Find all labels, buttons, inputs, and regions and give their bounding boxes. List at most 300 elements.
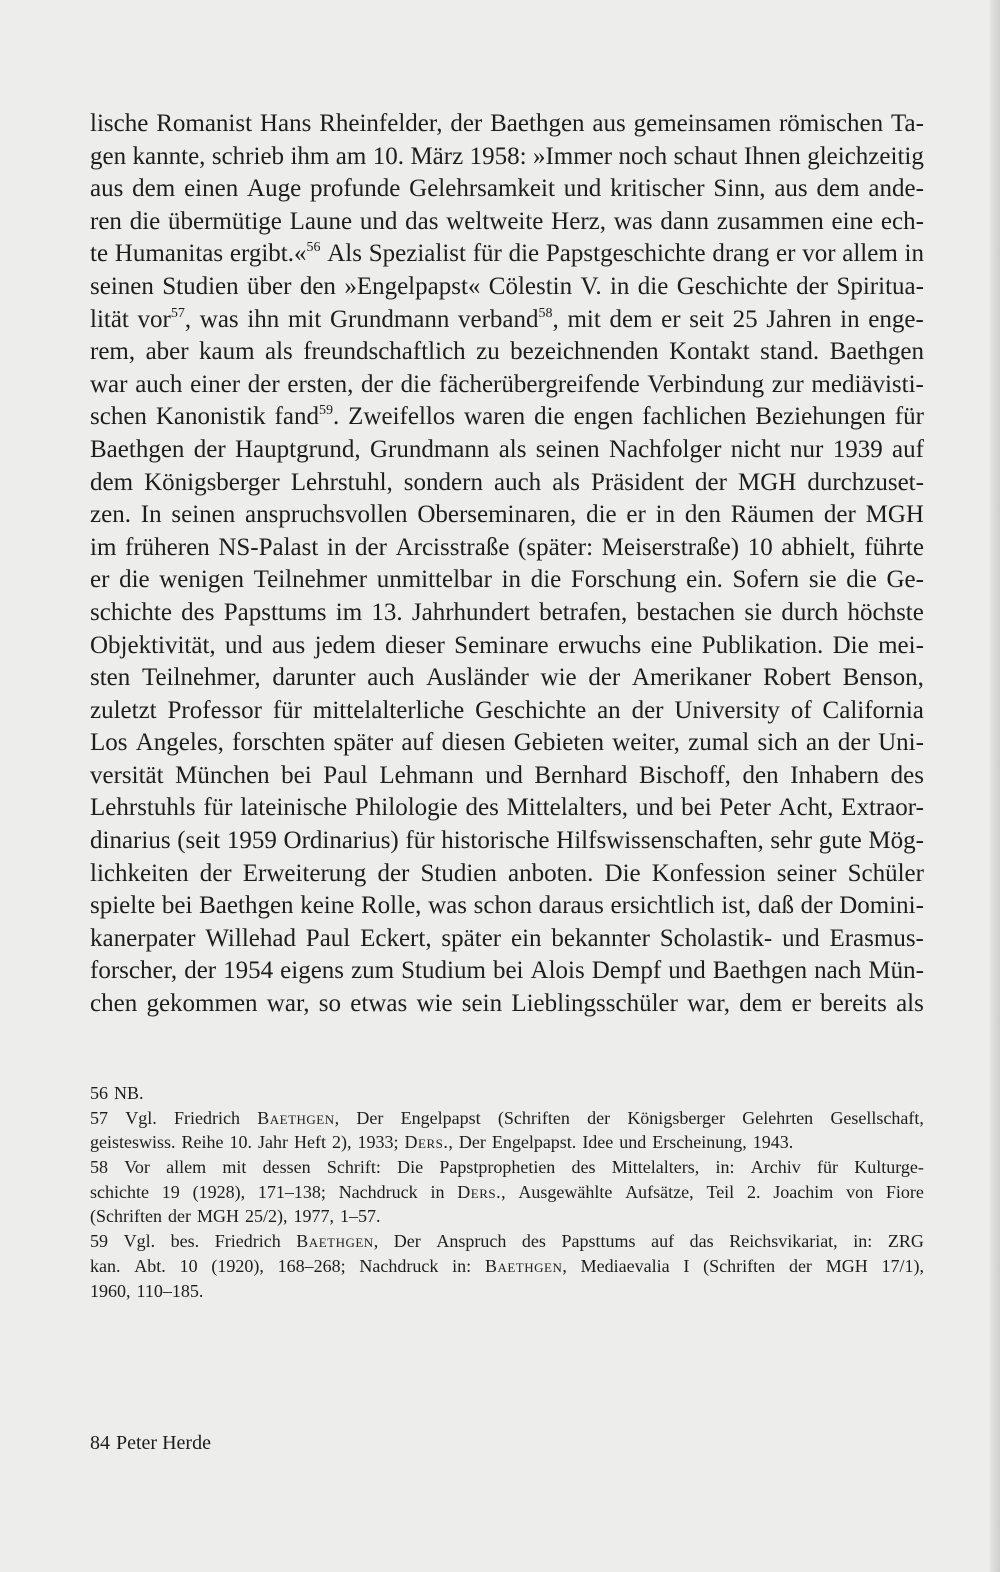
word: MGH: [865, 501, 924, 529]
word: Vgl.: [125, 1107, 157, 1128]
small-caps-name: Ders.: [404, 1132, 449, 1153]
word: lität: [90, 305, 129, 333]
word: unmittelbar: [376, 566, 492, 594]
word: Paul: [323, 761, 368, 789]
footnotes: [90, 1081, 924, 1303]
text-line: [90, 695, 924, 728]
word: und: [485, 761, 523, 789]
word: Baethgen,: [257, 1107, 340, 1128]
word: Mittelalters,: [611, 1157, 700, 1178]
word: Nachfolger: [608, 435, 722, 463]
word: 19: [161, 1181, 180, 1202]
word: Vgl.: [123, 1231, 156, 1252]
word: 13.: [371, 598, 403, 626]
word: 1–57.: [339, 1206, 381, 1227]
word: früheren: [125, 533, 210, 561]
word: ersichtlich: [610, 892, 715, 920]
word: als: [552, 468, 580, 496]
word: ein.: [686, 566, 723, 594]
word: aus: [592, 110, 626, 137]
word: »Engelpapst«: [344, 272, 481, 300]
word: römischen: [778, 110, 884, 137]
word: Teilnehmer,: [141, 664, 261, 692]
footnote-ref: 57: [170, 305, 185, 321]
word: zumal: [688, 729, 750, 757]
word: schichte: [90, 598, 172, 626]
word: 2),: [331, 1132, 352, 1153]
main-body-text: [90, 108, 924, 1021]
word: dem: [816, 175, 860, 203]
footnote-ref: 58: [538, 305, 553, 321]
text-line: [90, 108, 924, 141]
word: noch: [618, 142, 668, 170]
word: Die: [832, 631, 869, 659]
word: Studium: [401, 957, 486, 985]
word: Archiv: [750, 1157, 801, 1178]
word: Ta-: [890, 110, 924, 137]
word: Teil: [706, 1181, 735, 1202]
word: Lehrstuhl,: [290, 468, 393, 496]
word: aus: [90, 175, 124, 203]
word: der: [361, 370, 393, 398]
word: seinen: [535, 435, 600, 463]
word: nur: [790, 435, 824, 463]
word: nicht: [730, 435, 781, 463]
word: Studien: [420, 859, 497, 887]
word: auf: [892, 435, 924, 463]
word: kaum: [199, 338, 255, 366]
word: in: [904, 240, 924, 268]
word: rem,: [90, 338, 136, 366]
word: Ausländer: [426, 664, 529, 692]
word: dem: [90, 468, 134, 496]
word: ihm: [290, 142, 330, 170]
word: auch: [135, 370, 183, 398]
word: Engelpapst.: [491, 1132, 577, 1153]
word: auch: [367, 664, 415, 692]
word: 168–268;: [277, 1255, 346, 1276]
word: Ders.,: [457, 1181, 506, 1202]
word: spielte: [90, 892, 156, 920]
word: der: [450, 110, 483, 137]
text-line: [90, 238, 924, 271]
word: der: [823, 501, 856, 529]
text-line: [90, 271, 924, 304]
word: ech-: [880, 207, 924, 235]
word: 1933;: [357, 1132, 399, 1153]
text-line: [90, 336, 924, 369]
text-line: [90, 727, 924, 760]
word: Der: [356, 1107, 384, 1128]
word: Bernhard: [534, 761, 628, 789]
word: Ders.,: [404, 1132, 453, 1153]
word: 10: [179, 1255, 198, 1276]
word: 10: [747, 533, 773, 561]
word: ergibt.«$^{56}$: [229, 240, 321, 268]
word: Anspruch: [436, 1231, 507, 1252]
word: daraus: [538, 892, 604, 920]
word: of: [790, 696, 812, 724]
word: darunter: [272, 664, 356, 692]
word: er: [776, 240, 796, 268]
word: Der: [458, 1132, 486, 1153]
word: das: [689, 1231, 714, 1252]
word: Lehmann: [379, 761, 474, 789]
word: dieser: [385, 631, 445, 659]
word: Engelpapst: [400, 1107, 481, 1128]
word: mediävisti-: [811, 370, 924, 398]
text-line: [90, 499, 924, 532]
word: für: [472, 240, 502, 268]
word: University: [674, 696, 780, 724]
word: NB.: [114, 1083, 144, 1103]
word: Sofern: [732, 566, 800, 594]
word: enge-: [868, 305, 924, 333]
word: auf: [401, 729, 434, 757]
word: was: [428, 892, 467, 920]
word: Friedrich: [174, 1107, 240, 1128]
text-line: [90, 597, 924, 630]
word: Gesellschaft,: [830, 1107, 924, 1128]
word: Als: [327, 240, 362, 268]
word: Kanonistik: [155, 403, 266, 431]
text-line: [90, 434, 924, 467]
word: sich: [757, 729, 798, 757]
word: Vor: [124, 1157, 150, 1178]
word: Jahrhundert: [411, 598, 530, 626]
word: des: [465, 794, 499, 822]
word: Eckert,: [360, 924, 432, 952]
word: durch: [781, 598, 839, 626]
word: Reihe: [181, 1132, 224, 1153]
word: 1943.: [752, 1132, 794, 1153]
word: sie: [808, 566, 837, 594]
word: drang: [712, 240, 770, 268]
word: eigens: [280, 957, 345, 985]
word: Paul: [305, 924, 351, 952]
word: seinen: [171, 501, 236, 529]
word: Mittelalters,: [506, 794, 629, 822]
folio: [90, 1430, 211, 1456]
word: Beziehungen: [755, 403, 886, 431]
word: chen: [90, 990, 138, 1018]
word: Baethgen: [829, 338, 924, 366]
word: Schrift:: [326, 1157, 381, 1178]
word: sondern: [403, 468, 483, 496]
word: für: [816, 1157, 838, 1178]
word: lichkeiten: [90, 859, 189, 887]
word: Meiserstraße): [601, 533, 740, 561]
footnote-line: [90, 1081, 924, 1106]
word: in: [840, 305, 860, 333]
word: Spezialist: [368, 240, 466, 268]
word: daß: [757, 892, 794, 920]
word: für: [203, 794, 233, 822]
word: gleichzeitig: [807, 142, 924, 170]
word: anboten.: [508, 859, 594, 887]
word: die: [530, 566, 562, 594]
text-line: [90, 532, 924, 565]
footnote-line: [90, 1130, 924, 1155]
word: Ausgewählte: [518, 1181, 613, 1202]
word: in:: [715, 1157, 735, 1178]
word: schon: [473, 892, 532, 920]
word: Papstprophetien: [439, 1157, 556, 1178]
word: sie: [744, 598, 773, 626]
word: dem: [739, 990, 783, 1018]
word: den: [684, 501, 721, 529]
word: te: [90, 240, 109, 268]
small-caps-name: Baethgen: [484, 1255, 563, 1276]
word: er: [626, 501, 646, 529]
word: Erweiterung: [242, 859, 367, 887]
word: und: [359, 207, 398, 235]
word: was: [199, 305, 239, 333]
word: Humanitas: [114, 240, 224, 268]
word: auf: [651, 1231, 675, 1252]
word: den: [299, 272, 336, 300]
word: Lehrstuhls: [90, 794, 196, 822]
word: kritischer: [610, 175, 705, 203]
text-line: [90, 369, 924, 402]
word: Baethgen: [199, 892, 294, 920]
word: Kontakt: [669, 338, 750, 366]
word: 59: [90, 1231, 108, 1252]
word: abhielt,: [781, 533, 856, 561]
word: den: [742, 761, 779, 789]
word: 10.: [229, 1132, 252, 1153]
word: seinen: [90, 272, 154, 300]
word: eine: [831, 207, 874, 235]
word: Angeles,: [135, 729, 224, 757]
word: Jahr: [258, 1132, 288, 1153]
word: der: [631, 696, 664, 724]
word: Sinn,: [713, 175, 766, 203]
text-line: [90, 825, 924, 858]
word: war: [90, 370, 128, 398]
word: 17/1),: [881, 1255, 924, 1276]
word: sehr: [770, 827, 813, 855]
word: und: [668, 957, 706, 985]
page-number: 84: [90, 1432, 110, 1454]
word: Lieblingsschüler: [511, 990, 678, 1018]
word: MGH: [196, 1206, 239, 1227]
word: Laune: [289, 207, 353, 235]
word: schaut: [673, 142, 738, 170]
word: Bischoff,: [639, 761, 731, 789]
word: war,: [687, 990, 730, 1018]
word: Mög-: [868, 827, 924, 855]
word: des: [571, 1157, 596, 1178]
word: in: [609, 272, 630, 300]
word: die: [534, 403, 565, 431]
word: Scholastik-: [659, 924, 773, 952]
word: eine: [650, 631, 693, 659]
word: durchzuset-: [807, 468, 924, 496]
word: Fiore: [885, 1181, 924, 1202]
word: in:: [452, 1255, 472, 1276]
word: (seit: [177, 827, 221, 855]
word: und: [635, 794, 674, 822]
word: bei: [281, 761, 312, 789]
text-line: [90, 467, 924, 500]
word: als: [498, 435, 527, 463]
word: und: [563, 175, 602, 203]
word: Grundmann: [369, 435, 490, 463]
word: die: [119, 566, 150, 594]
word: Willehad: [205, 924, 296, 952]
word: lische: [90, 110, 149, 137]
word: von: [846, 1181, 874, 1202]
word: mit: [567, 305, 601, 333]
word: versität: [90, 761, 164, 789]
word: geisteswiss.: [90, 1132, 176, 1153]
word: Konfession: [651, 859, 766, 887]
word: später: [333, 729, 394, 757]
text-line: [90, 955, 924, 988]
word: Romanist: [156, 110, 253, 137]
text-line: [90, 630, 924, 663]
word: 110–185.: [136, 1280, 204, 1301]
word: Zweifellos: [348, 403, 456, 431]
word: gute: [818, 827, 862, 855]
word: fand$^{59}$.: [274, 403, 340, 431]
word: Die: [604, 859, 641, 887]
word: »Immer: [532, 142, 613, 170]
word: das: [405, 207, 439, 235]
word: 1977,: [293, 1206, 334, 1227]
word: dinarius: [90, 827, 171, 855]
text-line: [90, 662, 924, 695]
word: die: [508, 240, 540, 268]
word: ren: [90, 207, 122, 235]
word: 1954: [223, 957, 274, 985]
word: über: [247, 272, 292, 300]
word: aber: [145, 338, 189, 366]
word: Abt.: [134, 1255, 166, 1276]
word: (1928),: [192, 1181, 246, 1202]
word: allem: [166, 1157, 207, 1178]
word: der: [695, 468, 727, 496]
word: Baethgen: [712, 957, 808, 985]
word: als: [265, 338, 293, 366]
word: in: [430, 1181, 445, 1202]
word: bei: [161, 892, 193, 920]
footnote-line: [90, 1180, 924, 1205]
footnote-line: [90, 1204, 924, 1229]
footnote-line: [90, 1254, 924, 1279]
word: der: [193, 435, 226, 463]
word: im: [90, 533, 117, 561]
word: Oberseminaren,: [417, 501, 577, 529]
text-line: [90, 401, 924, 434]
word: allem: [842, 240, 898, 268]
word: verband$^{58}$,: [458, 305, 559, 333]
word: Räumen: [730, 501, 815, 529]
word: übermütige: [168, 207, 282, 235]
word: am: [335, 142, 367, 170]
word: in: [655, 501, 676, 529]
word: zusammen: [716, 207, 824, 235]
word: Grundmann: [329, 305, 450, 333]
word: bei: [492, 957, 524, 985]
word: mit: [287, 305, 322, 333]
word: Papsttums: [223, 598, 327, 626]
word: er: [90, 566, 110, 594]
word: schichte: [90, 1181, 149, 1202]
word: ersten,: [287, 370, 354, 398]
word: der: [587, 1107, 611, 1128]
word: für: [894, 403, 924, 431]
word: ist,: [721, 892, 752, 920]
word: bezeichnenden: [510, 338, 659, 366]
word: 58: [90, 1157, 108, 1178]
word: seiner: [776, 859, 837, 887]
word: war,: [266, 990, 310, 1018]
word: erwuchs: [557, 631, 642, 659]
word: Hilfswissenschaften,: [556, 827, 764, 855]
word: Geschichte: [475, 696, 587, 724]
word: Idee: [582, 1132, 614, 1153]
word: was: [613, 207, 653, 235]
word: an: [597, 696, 621, 724]
word: (Schriften: [497, 1107, 570, 1128]
word: für: [272, 696, 303, 724]
word: der: [796, 272, 829, 300]
text-line: [90, 890, 924, 923]
word: 2.: [746, 1181, 761, 1202]
small-caps-name: Ders.: [457, 1181, 502, 1202]
word: Gelehrten: [742, 1107, 814, 1128]
word: der: [355, 533, 387, 561]
word: dem: [609, 305, 653, 333]
word: kan.: [90, 1255, 121, 1276]
word: Extraor-: [841, 794, 924, 822]
word: MGH: [825, 1255, 868, 1276]
word: Robert: [762, 664, 831, 692]
word: zur: [771, 370, 804, 398]
footnote-line: [90, 1279, 924, 1304]
word: in: [501, 566, 522, 594]
footnote-line: [90, 1229, 924, 1254]
word: einer: [190, 370, 241, 398]
text-line: [90, 858, 924, 891]
word: bereits: [820, 990, 887, 1018]
word: der: [588, 664, 621, 692]
word: Baethgen,: [296, 1231, 379, 1252]
word: Präsident: [590, 468, 685, 496]
word: nach: [814, 957, 862, 985]
word: (Schriften: [90, 1206, 162, 1227]
word: Gelehrsamkeit: [409, 175, 555, 203]
word: forschten: [232, 729, 326, 757]
word: gen: [90, 142, 127, 170]
running-author: Peter Herde: [116, 1432, 211, 1454]
word: 1958:: [469, 142, 527, 170]
small-caps-name: Baethgen: [257, 1107, 335, 1128]
word: Alois: [530, 957, 585, 985]
word: fächerübergreifende: [438, 370, 640, 398]
word: Acht,: [778, 794, 834, 822]
word: 25/2),: [244, 1206, 288, 1227]
word: mit: [222, 1157, 247, 1178]
word: sten: [90, 664, 131, 692]
word: Mediaevalia: [580, 1255, 670, 1276]
word: ande-: [868, 175, 924, 203]
word: an: [806, 729, 830, 757]
page-edge-shadow: [990, 0, 1000, 1572]
word: im: [335, 598, 363, 626]
